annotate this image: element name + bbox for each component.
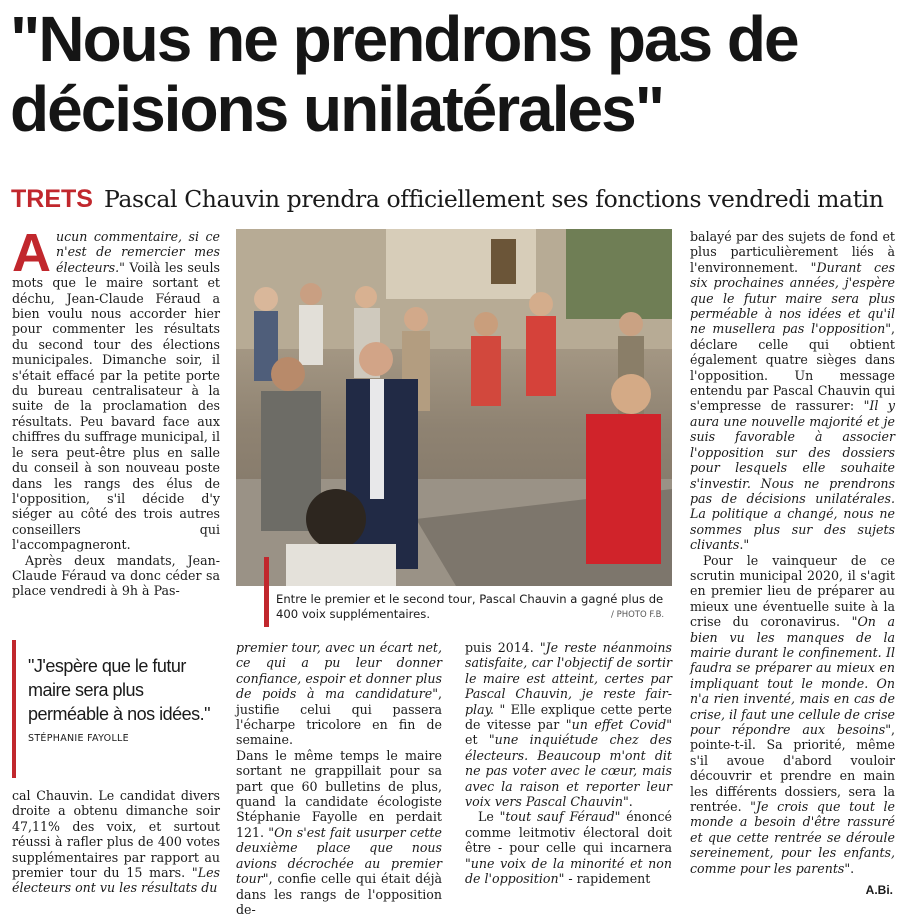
author-signature: A.Bi. bbox=[865, 883, 893, 897]
news-photo bbox=[236, 229, 672, 586]
paragraph-8: balayé par des sujets de fond et plus particulièrement liés à l'environnement. "Durant ces six prochaines années, j'espère que le futur maire sera plus perméable à nos idées et qu'il ne musellera pas l'opposition", déclare celle qui obtient également quatre sièges dans l'opposition. Un message entendu par Pascal Chauvin qui s'empresse de rassurer: "Il y aura une nouvelle majorité et je suis favorable à associer l'opposition sur des dossiers pour lesquels elle souhaite s'investir. Nous ne prendrons pas de décisions unilatérales. La politique a changé, nous ne sommes plus sur des sujets clivants." bbox=[690, 229, 895, 553]
pull-quote bbox=[12, 640, 220, 778]
paragraph-1: Aucun commentaire, si ce n'est de remercier mes électeurs." Voilà les seuls mots que le maire sortant et déchu, Jean-Claude Féraud a bien voulu nous accorder hier pour commenter les résultats du second tour des élections municipales. Dimanche soir, il s'était effacé par la petite porte du bureau centralisateur à la suite de la proclamation des résultats. Peu bavard face aux chiffres du suffrage municipal, il le sera peut-être plus en salle du conseil à son nouveau poste dans les rangs des élus de l'opposition, s'il décide d'y siéger au côté des trois autres conseillers qui l'accompagneront. bbox=[12, 223, 220, 553]
pull-quote-text: "J'espère que le futur maire sera plus perméable à nos idées." bbox=[28, 656, 211, 724]
paragraph-5: Dans le même temps le maire sortant ne grappillait pour sa part que 60 bulletins de plus, quand la candidate écologiste Stéphanie Fayolle en perdait 121. "On s'est fait usurper cette deuxième place que nous avions décrochée au premier tour", confie celle qui était déjà dans les rangs de l'opposition de- bbox=[236, 747, 442, 917]
paragraph-4: premier tour, avec un écart net, ce qui a pu leur donner confiance, espoir et donner plus de poids à ma candidature", justifie celui qui passera l'écharpe tricolore en fin de semaine. bbox=[236, 640, 442, 748]
paragraph-2: Après deux mandats, Jean-Claude Féraud va donc céder sa place vendredi à 9h à Pas- bbox=[12, 552, 220, 599]
photo-credit: / PHOTO F.B. bbox=[611, 610, 665, 620]
pull-quote-author: STÉPHANIE FAYOLLE bbox=[28, 733, 129, 744]
crowd-photo-illustration bbox=[236, 229, 672, 586]
paragraph-9: Pour le vainqueur de ce scrutin municipal 2020, il s'agit en premier lieu de préparer au mieux une éventuelle suite à la crise du coronavirus. "On a bien vu les manques de la mairie durant le confinement. Il faudra se préparer au mieux en impliquant tout le monde. On n'a rien inventé, mais en cas de crise, il faut une cellule de crise pour répondre aux besoins", pointe-t-il. Sa priorité, même s'il avoue d'abord vouloir découvrir et prendre en main les différents dossiers, sera la rentrée. "Je crois que tout le monde a besoin d'être rassuré et que cette rentrée se déroule sereinement, pour les enfants, comme pour les parents". bbox=[690, 552, 895, 876]
headline: "Nous ne prendrons pas de décisions unilatérales" bbox=[10, 3, 798, 145]
paragraph-3: cal Chauvin. Le candidat divers droite a obtenu dimanche soir 47,11% des voix, et surtout réussi à rafler plus de 400 votes supplémentaires par rapport au premier tour du 15 mars. "Les électeurs ont vu les résultats du bbox=[12, 788, 220, 896]
subheadline: Pascal Chauvin prendra officiellement ses fonctions vendredi matin bbox=[104, 185, 884, 213]
drop-cap: A bbox=[12, 223, 51, 283]
column-2 bbox=[236, 640, 442, 917]
paragraph-7: Le "tout sauf Féraud" énoncé comme leitmotiv électoral doit être - pour celle qui incarnera "une voix de la minorité et non de l'opposition" - rapidement bbox=[465, 809, 672, 887]
column-3 bbox=[465, 640, 672, 887]
column-1-lower bbox=[12, 788, 220, 896]
column-4 bbox=[690, 229, 895, 876]
paragraph-6: puis 2014. "Je reste néanmoins satisfaite, car l'objectif de sortir le maire est atteint, certes par Pascal Chauvin, je reste fair-play. " Elle explique cette perte de vitesse par "un effet Covid" et "une inquiétude chez des électeurs. Beaucoup m'ont dit ne pas voter avec le cœur, mais avec la raison et reporter leur voix vers Pascal Chauvin". bbox=[465, 640, 672, 810]
subheadline-block bbox=[11, 184, 896, 214]
column-1-upper bbox=[12, 223, 220, 599]
photo-caption: Entre le premier et le second tour, Pascal Chauvin a gagné plus de 400 voix supplémentaires. bbox=[276, 592, 664, 621]
kicker-place: TRETS bbox=[11, 185, 93, 213]
caption-accent-bar bbox=[264, 557, 269, 627]
